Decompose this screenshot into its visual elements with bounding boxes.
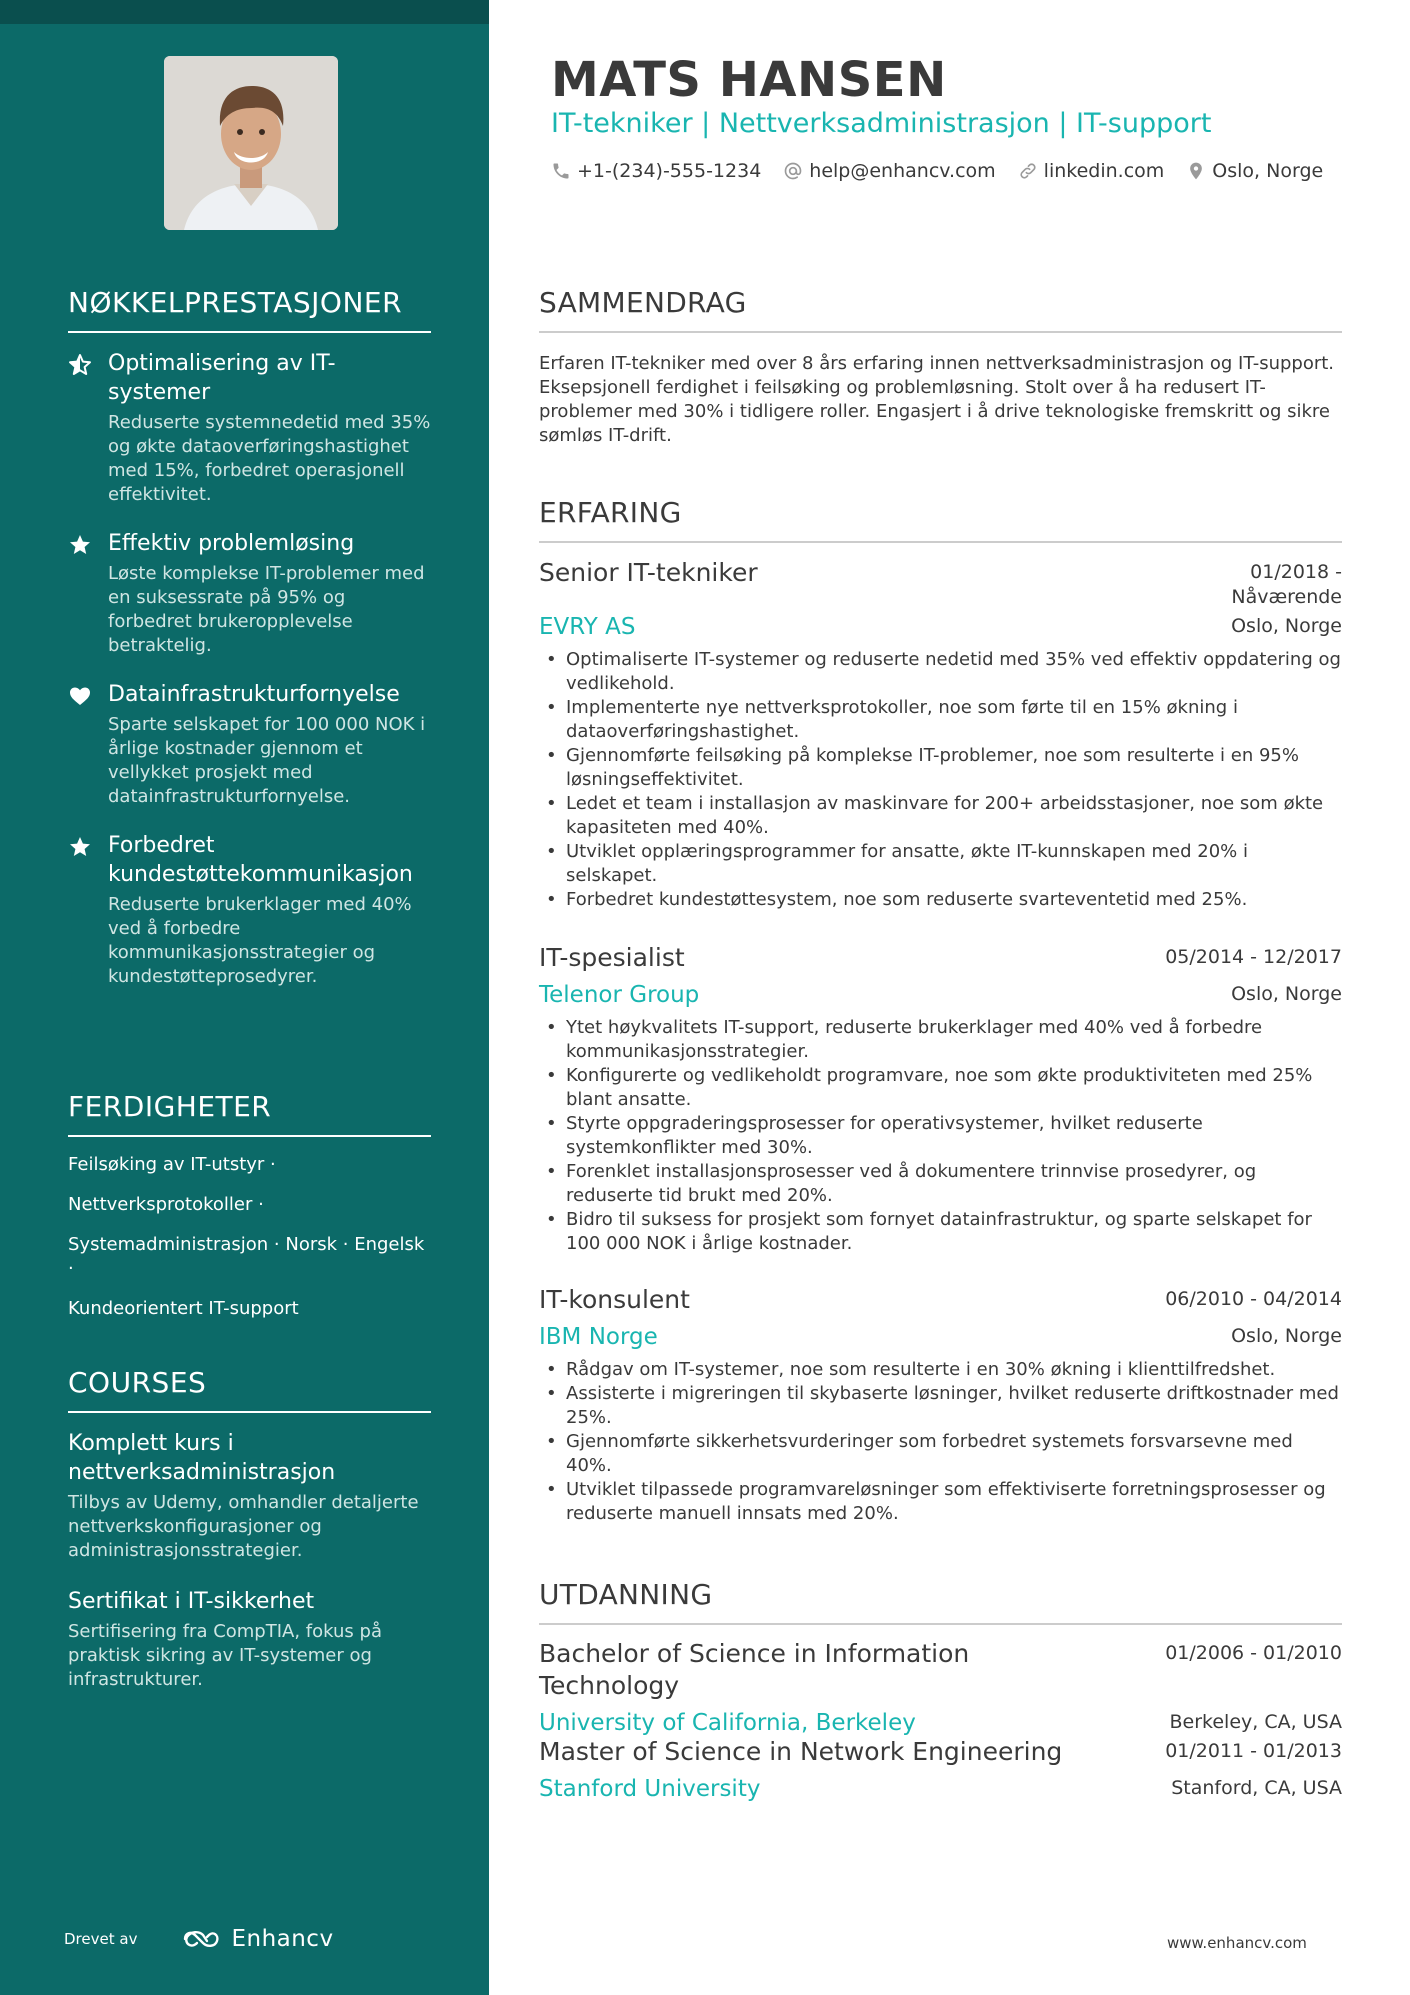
job-bullet: • Assisterte i migreringen til skybaserte løsninger, hvilket reduserte driftkostnader med 25%.: [539, 1382, 1342, 1430]
achievements-heading: NØKKELPRESTASJONER: [68, 286, 431, 333]
phone-icon: [551, 161, 571, 181]
job-date: 06/2010 - 04/2014: [1165, 1288, 1342, 1310]
job-title: IT-spesialist: [539, 943, 685, 972]
course-item: [68, 1587, 431, 1692]
education-school: University of California, Berkeley: [539, 1710, 916, 1736]
achievement-title: Datainfrastrukturfornyelse: [108, 682, 400, 707]
education-degree: Master of Science in Network Engineering: [539, 1737, 1063, 1766]
education-entry: [539, 1736, 1342, 1804]
contact-location-text: Oslo, Norge: [1212, 160, 1324, 182]
courses-heading: COURSES: [68, 1366, 431, 1413]
heart-icon: [68, 684, 92, 708]
candidate-name: MATS HANSEN: [551, 52, 947, 108]
job-bullet: • Utviklet tilpassede programvareløsninger som effektiviserte forretningsprosesser og reduserte manuell innsats med 20%.: [539, 1478, 1342, 1526]
star-icon: [68, 835, 92, 859]
contact-location: [1186, 160, 1323, 182]
job-title: Senior IT-tekniker: [539, 558, 758, 587]
profile-photo: [164, 56, 338, 230]
course-item: [68, 1429, 431, 1563]
contact-phone-text: +1-(234)-555-1234: [577, 160, 762, 182]
summary-text: Erfaren IT-tekniker med over 8 års erfaring innen nettverksadministrasjon og IT-support. Eksepsjonell ferdighet i feilsøking og problemløsning. Stolt over å ha redusert IT-problemer med 30% i tidligere roller. Engasjert i å drive teknologiske fremskritt og sikre sømløs IT-drift.: [539, 353, 1335, 446]
job-company: EVRY AS: [539, 614, 636, 640]
job-bullet: • Ytet høykvalitets IT-support, reduserte brukerklager med 40% ved å forbedre kommunikasjonsstrategier.: [539, 1016, 1342, 1064]
job-date: 01/2018 - Nåværende: [1231, 561, 1342, 608]
contact-email-text: help@enhancv.com: [809, 160, 996, 182]
powered-by-label: Drevet av: [64, 1930, 138, 1948]
education-date: 01/2006 - 01/2010: [1165, 1642, 1342, 1664]
course-description: Tilbys av Udemy, omhandler detaljerte nettverkskonfigurasjoner og administrasjonsstrategier.: [68, 1492, 419, 1561]
location-pin-icon: [1186, 161, 1206, 181]
job-bullet: • Gjennomførte feilsøking på komplekse IT-problemer, noe som resulterte i en 95% løsningseffektivitet.: [539, 744, 1342, 792]
job-bullet: • Bidro til suksess for prosjekt som fornyet datainfrastruktur, og sparte selskapet for 100 000 NOK i årlige kostnader.: [539, 1208, 1342, 1256]
job-bullet: • Utviklet opplæringsprogrammer for ansatte, økte IT-kunnskapen med 20% i selskapet.: [539, 840, 1342, 888]
achievement-item: [68, 680, 431, 809]
skill-line: Kundeorientert IT-support: [68, 1298, 299, 1319]
job-bullet: • Ledet et team i installasjon av maskinvare for 200+ arbeidsstasjoner, noe som økte kapasiteten med 40%.: [539, 792, 1342, 840]
job-bullet: • Forbedret kundestøttesystem, noe som reduserte svarteventetid med 25%.: [539, 888, 1342, 912]
education-degree: Bachelor of Science in Information Technology: [539, 1639, 970, 1700]
candidate-headline: IT-tekniker | Nettverksadministrasjon | IT-support: [551, 108, 1212, 139]
achievement-title: Effektiv problemløsing: [108, 531, 355, 556]
job-bullet: • Forenklet installasjonsprosesser ved å dokumentere trinnvise prosedyrer, og reduserte tid brukt med 20%.: [539, 1160, 1342, 1208]
achievement-item: [68, 831, 431, 989]
job-bullet: • Gjennomførte sikkerhetsvurderinger som forbedret systemets forsvarsevne med 40%.: [539, 1430, 1342, 1478]
job-location: Oslo, Norge: [1231, 983, 1342, 1005]
link-icon: [1018, 161, 1038, 181]
contact-email[interactable]: [783, 160, 995, 182]
contact-phone[interactable]: [551, 160, 761, 182]
footer-url[interactable]: www.enhancv.com: [1167, 1934, 1307, 1952]
job-bullet: • Styrte oppgraderingsprosesser for operativsystemer, hvilket reduserte systemkonflikter med 30%.: [539, 1112, 1342, 1160]
course-title: Sertifikat i IT-sikkerhet: [68, 1589, 315, 1614]
achievements-section: [68, 286, 431, 1011]
education-location: Berkeley, CA, USA: [1169, 1711, 1342, 1733]
job-date: 05/2014 - 12/2017: [1165, 946, 1342, 968]
job-bullets: [539, 1016, 1342, 1256]
education-location: Stanford, CA, USA: [1171, 1777, 1342, 1799]
enhancv-brand[interactable]: [181, 1926, 333, 1952]
job-company: Telenor Group: [539, 982, 700, 1008]
skills-section: [68, 1090, 431, 1337]
course-description: Sertifisering fra CompTIA, fokus på praktisk sikring av IT-systemer og infrastrukturer.: [68, 1621, 382, 1690]
skill-line: Nettverksprotokoller ·: [68, 1194, 264, 1215]
job-location: Oslo, Norge: [1231, 1325, 1342, 1347]
job-company: IBM Norge: [539, 1324, 658, 1350]
education-date: 01/2011 - 01/2013: [1165, 1740, 1342, 1762]
job-title: IT-konsulent: [539, 1285, 690, 1314]
job-entry: [539, 942, 1342, 1256]
powered-by: [64, 1926, 334, 1952]
sidebar: [0, 0, 489, 1995]
education-entry: [539, 1638, 1342, 1738]
course-title: Komplett kurs i nettverksadministrasjon: [68, 1431, 336, 1485]
job-bullets: [539, 648, 1342, 912]
achievement-description: Reduserte systemnedetid med 35% og økte dataoverføringshastighet med 15%, forbedret operasjonell effektivitet.: [108, 412, 431, 505]
skill-line: Systemadministrasjon · Norsk · Engelsk ·: [68, 1234, 425, 1279]
job-bullet: • Implementerte nye nettverksprotokoller, noe som førte til en 15% økning i dataoverføringshastighet.: [539, 696, 1342, 744]
star-half-icon: [68, 353, 92, 377]
job-bullets: [539, 1358, 1342, 1526]
star-icon: [68, 533, 92, 557]
enhancv-logo-icon: [181, 1927, 225, 1951]
education-heading: UTDANNING: [539, 1578, 1342, 1625]
sidebar-top-bar: [0, 0, 489, 24]
job-entry: [539, 1284, 1342, 1526]
achievement-description: Sparte selskapet for 100 000 NOK i årlige kostnader gjennom et vellykket prosjekt med datainfrastrukturfornyelse.: [108, 714, 426, 807]
job-bullet: • Optimaliserte IT-systemer og reduserte nedetid med 35% ved effektiv oppdatering og vedlikehold.: [539, 648, 1342, 696]
job-location: Oslo, Norge: [1231, 615, 1342, 637]
at-icon: [783, 161, 803, 181]
experience-heading: ERFARING: [539, 496, 1342, 543]
contact-bar: [551, 160, 1345, 182]
profile-photo-image: [164, 56, 338, 230]
job-bullet: • Konfigurerte og vedlikeholdt programvare, noe som økte produktiviteten med 25% blant ansatte.: [539, 1064, 1342, 1112]
achievement-title: Optimalisering av IT-systemer: [108, 351, 336, 405]
education-school: Stanford University: [539, 1776, 761, 1802]
contact-linkedin-text: linkedin.com: [1043, 160, 1165, 182]
achievement-item: [68, 349, 431, 507]
contact-linkedin[interactable]: [1018, 160, 1165, 182]
achievement-description: Løste komplekse IT-problemer med en suksessrate på 95% og forbedret brukeropplevelse betraktelig.: [108, 563, 425, 656]
summary-heading: SAMMENDRAG: [539, 286, 1342, 333]
achievement-title: Forbedret kundestøttekommunikasjon: [108, 833, 413, 887]
job-entry: [539, 557, 1342, 912]
skills-heading: FERDIGHETER: [68, 1090, 431, 1137]
achievement-item: [68, 529, 431, 658]
enhancv-brand-name: Enhancv: [231, 1926, 334, 1952]
achievement-description: Reduserte brukerklager med 40% ved å forbedre kommunikasjonsstrategier og kundestøtteprosedyrer.: [108, 894, 412, 987]
job-bullet: • Rådgav om IT-systemer, noe som resulterte i en 30% økning i klienttilfredshet.: [539, 1358, 1342, 1382]
courses-section: [68, 1366, 431, 1716]
skill-line: Feilsøking av IT-utstyr ·: [68, 1154, 276, 1175]
